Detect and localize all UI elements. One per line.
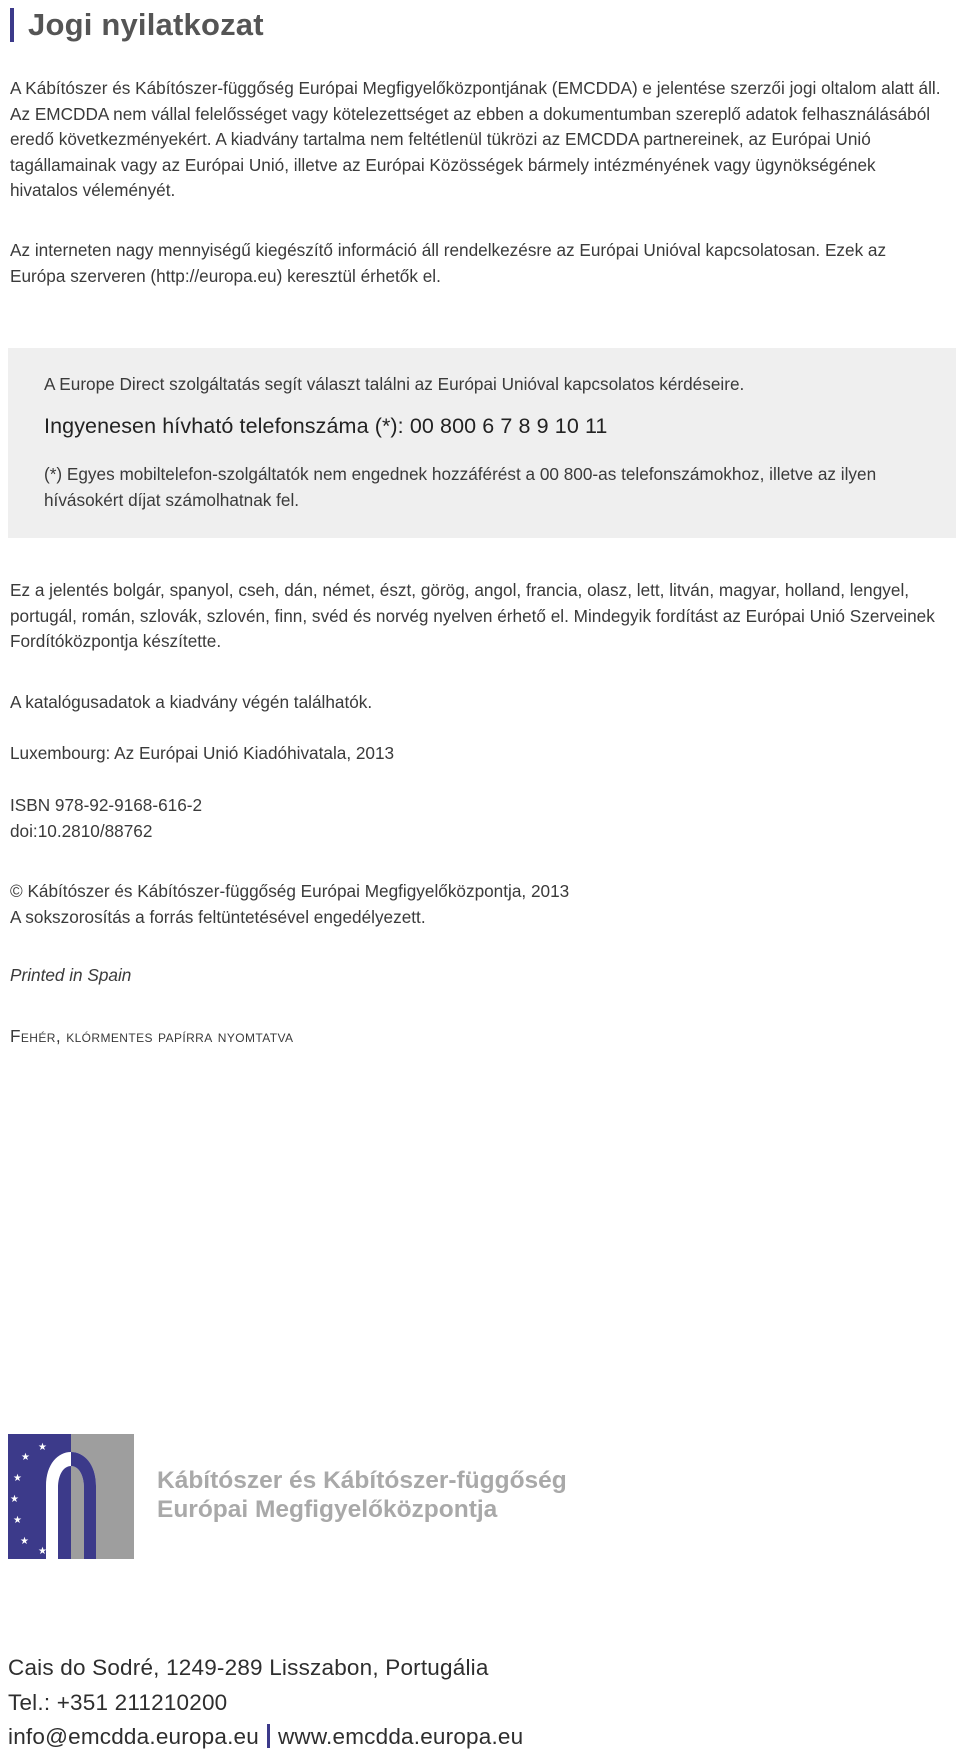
logo-wordmark-line2: Európai Megfigyelőközpontja <box>157 1496 498 1523</box>
europe-direct-intro: A Europe Direct szolgáltatás segít választ találni az Európai Unióval kapcsolatos kérdéseire. <box>44 374 745 394</box>
svg-text:★: ★ <box>13 1515 22 1526</box>
svg-text:★: ★ <box>20 1536 29 1547</box>
europa-server-paragraph: Az interneten nagy mennyiségű kiegészítő információ áll rendelkezésre az Európai Unióval kapcsolatosan. Ezek az Európa szerveren (http://europa.eu) keresztül érhetők el. <box>10 240 887 286</box>
footer-separator <box>267 1724 270 1748</box>
svg-text:★: ★ <box>38 1546 47 1557</box>
logo-wordmark <box>157 1466 567 1524</box>
footer-telephone: Tel.: +351 211210200 <box>8 1690 228 1715</box>
svg-text:★: ★ <box>21 1452 30 1463</box>
europe-direct-box <box>8 348 956 538</box>
catalogue-note: A katalógusadatok a kiadvány végén találhatók. <box>10 692 373 712</box>
freephone-number: Ingyenesen hívható telefonszáma (*): 00 800 6 7 8 9 10 11 <box>44 414 608 438</box>
languages-paragraph: Ez a jelentés bolgár, spanyol, cseh, dán, német, észt, görög, angol, francia, olasz, lett, litván, magyar, holland, lengyel, portugál, román, szlovák, szlovén, finn, svéd és norvég nyelven érhető el. Mindegyik fordítást az Európai Unió Szerveinek Fordítóközpontja készítette. <box>10 580 935 651</box>
footer-contact <box>8 1724 523 1750</box>
logo-wordmark-line1: Kábítószer és Kábítószer-függőség <box>157 1467 567 1494</box>
title-block <box>10 8 264 42</box>
footer-email-link[interactable]: info@emcdda.europa.eu <box>8 1724 259 1749</box>
publisher-line: Luxembourg: Az Európai Unió Kiadóhivatala, 2013 <box>10 743 395 763</box>
copyright-block <box>10 879 945 930</box>
doi-number: doi:10.2810/88762 <box>10 820 153 841</box>
copyright-line: © Kábítószer és Kábítószer-függőség Európai Megfigyelőközpontja, 2013 <box>10 881 570 901</box>
title-accent-bar <box>10 8 14 42</box>
svg-text:★: ★ <box>13 1473 22 1484</box>
identifiers-block <box>10 793 945 844</box>
svg-text:★: ★ <box>38 1442 47 1453</box>
logo-arch-icon <box>8 1434 134 1559</box>
isbn-number: ISBN 978-92-9168-616-2 <box>10 795 203 815</box>
svg-text:★: ★ <box>10 1494 19 1505</box>
footer-website-link[interactable]: www.emcdda.europa.eu <box>277 1724 524 1749</box>
printed-in-line: Printed in Spain <box>10 965 132 985</box>
page-title: Jogi nyilatkozat <box>28 7 264 42</box>
paper-note: Fehér, klórmentes papírra nyomtatva <box>10 1026 294 1046</box>
reproduction-line: A sokszorosítás a forrás feltüntetésével engedélyezett. <box>10 906 426 927</box>
copyright-disclaimer-paragraph: A Kábítószer és Kábítószer-függőség Európai Megfigyelőközpontjának (EMCDDA) e jelentése szerzői jogi oltalom alatt áll. Az EMCDDA nem vállal felelősséget vagy kötelezettséget az ebben a dokumentumban szereplő adatok felhasználásából eredő következményekért. A kiadvány tartalma nem feltétlenül tükrözi az EMCDDA partnereinek, az Európai Unió tagállamainak vagy az Európai Unió, illetve az Európai Közösségek bármely intézményének vagy ügynökségének hivatalos véleményét. <box>10 78 941 200</box>
footer-address: Cais do Sodré, 1249-289 Lisszabon, Portugália <box>8 1655 489 1680</box>
emcdda-logo <box>8 1434 134 1559</box>
mobile-operators-note: (*) Egyes mobiltelefon-szolgáltatók nem engednek hozzáférést a 00 800-as telefonszámokhoz, illetve az ilyen hívásokért díjat számolhatnak fel. <box>44 464 877 510</box>
